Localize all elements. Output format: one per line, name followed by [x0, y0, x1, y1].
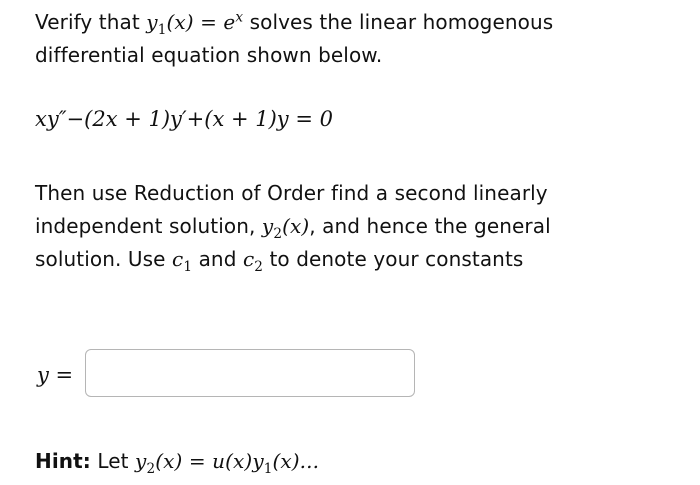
instruction-line-2: independent solution, [35, 214, 262, 238]
equation-text: xy″−(2x + 1)y′+(x + 1)y = 0 [35, 107, 333, 131]
instruction-line-1: Then use Reduction of Order find a second linearly [35, 181, 548, 205]
instruction-line-3c: to denote your constants [263, 247, 524, 271]
instructions [35, 177, 675, 276]
hint-text: Let [90, 449, 136, 473]
y1-definition: (x) = e [166, 10, 236, 34]
hint [35, 445, 655, 478]
y1-symbol: y [146, 10, 158, 34]
answer-input[interactable] [85, 349, 415, 397]
hint-label: Hint: [35, 449, 91, 473]
instruction-and: and [192, 247, 243, 271]
problem-statement [35, 6, 675, 72]
c2-subscript: 2 [254, 259, 264, 275]
instruction-line-3: solution. Use [35, 247, 173, 271]
hint-y1-subscript: 1 [263, 461, 273, 477]
c2-symbol: c [242, 247, 255, 271]
y2-symbol: y [261, 214, 274, 238]
hint-equation-end: (x)... [272, 449, 320, 473]
c1-symbol: c [172, 247, 184, 271]
intro-text-2: solves the linear homogenous [243, 10, 554, 34]
instruction-line-2b: , and hence the general [309, 214, 551, 238]
y2-subscript: 2 [273, 226, 283, 242]
answer-label: y = [37, 363, 74, 387]
differential-equation [35, 104, 675, 134]
hint-equation-mid: (x) = u(x)y [155, 449, 264, 473]
intro-line-2: differential equation shown below. [35, 43, 383, 67]
hint-y2-symbol: y [135, 449, 147, 473]
y2-argument: (x) [282, 214, 310, 238]
exponent: x [235, 9, 244, 26]
hint-y2-subscript: 2 [146, 461, 156, 477]
intro-text: Verify that [35, 10, 147, 34]
c1-subscript: 1 [183, 259, 193, 275]
y1-subscript: 1 [157, 22, 167, 38]
